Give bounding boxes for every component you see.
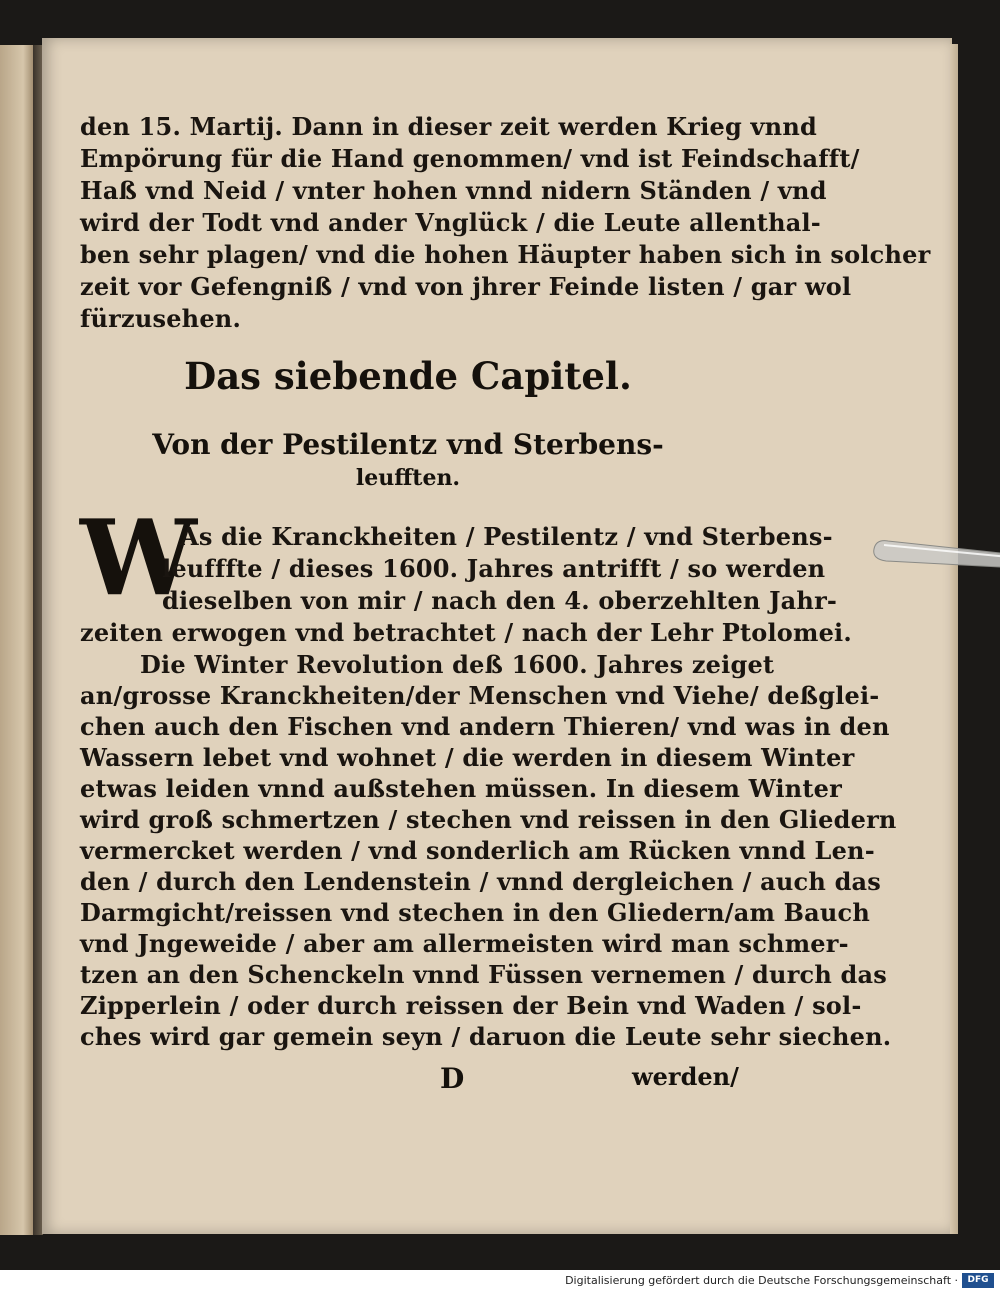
left-page-edge bbox=[0, 45, 33, 1235]
text-line: Zipperlein / oder durch reissen der Bein vnd Waden / sol- bbox=[80, 991, 862, 1020]
text-line: an/grosse Kranckheiten/der Menschen vnd Viehe/ deßglei- bbox=[80, 681, 880, 710]
text-line: chen auch den Fischen vnd andern Thieren/ vnd was in den bbox=[80, 712, 890, 741]
page-edge bbox=[950, 44, 958, 1234]
text-line: ben sehr plagen/ vnd die hohen Häupter haben sich in solcher bbox=[80, 240, 931, 269]
text-line: vermercket werden / vnd sonderlich am Rücken vnnd Len- bbox=[80, 836, 875, 865]
text-line: ches wird gar gemein seyn / daruon die Leute sehr siechen. bbox=[80, 1022, 892, 1051]
text-line: Haß vnd Neid / vnter hohen vnnd nidern Ständen / vnd bbox=[80, 176, 827, 205]
text-line: Darmgicht/reissen vnd stechen in den Gliedern/am Bauch bbox=[80, 898, 871, 927]
catchword: werden/ bbox=[632, 1062, 739, 1091]
chapter-subheading-continued: leufften. bbox=[355, 465, 461, 491]
text-line: vnd Jngeweide / aber am allermeisten wird man schmer- bbox=[80, 929, 849, 958]
text-line: Empörung für die Hand genommen/ vnd ist Feindschafft/ bbox=[80, 144, 860, 173]
text-line: dieselben von mir / nach den 4. oberzehlten Jahr- bbox=[162, 586, 838, 615]
drop-cap-initial: W bbox=[80, 496, 197, 619]
footer-credit: Digitalisierung gefördert durch die Deutsche Forschungsgemeinschaft · bbox=[565, 1274, 958, 1287]
chapter-heading: Das siebende Capitel. bbox=[184, 354, 632, 398]
text-line: Wassern lebet vnd wohnet / die werden in diesem Winter bbox=[80, 743, 855, 772]
top-paragraph bbox=[80, 112, 931, 333]
text-line: etwas leiden vnnd außstehen müssen. In diesem Winter bbox=[80, 774, 842, 803]
footer-bar bbox=[0, 1270, 1000, 1292]
text-line: As die Kranckheiten / Pestilentz / vnd Sterbens- bbox=[180, 522, 833, 551]
text-line: Die Winter Revolution deß 1600. Jahres zeiget bbox=[140, 650, 775, 679]
signature-mark: D bbox=[440, 1062, 465, 1095]
dfg-logo: DFG bbox=[962, 1273, 994, 1288]
plastic-pointer-icon bbox=[870, 535, 1000, 569]
text-line: zeit vor Gefengniß / vnd von jhrer Feinde listen / gar wol bbox=[80, 272, 852, 301]
first-paragraph bbox=[80, 522, 852, 650]
text-line: wird der Todt vnd ander Vnglück / die Leute allenthal- bbox=[80, 208, 821, 237]
text-line: wird groß schmertzen / stechen vnd reissen in den Gliedern bbox=[80, 805, 897, 834]
second-paragraph bbox=[80, 650, 897, 1060]
text-line: den 15. Martij. Dann in dieser zeit werden Krieg vnnd bbox=[80, 112, 817, 141]
text-line: zeiten erwogen vnd betrachtet / nach der Lehr Ptolomei. bbox=[80, 618, 852, 647]
text-line: tzen an den Schenckeln vnnd Füssen vernemen / durch das bbox=[80, 960, 887, 989]
text-line: fürzusehen. bbox=[80, 304, 242, 333]
chapter-subheading: Von der Pestilentz vnd Sterbens- bbox=[152, 428, 664, 461]
text-line: leufffte / dieses 1600. Jahres antrifft / so werden bbox=[162, 554, 826, 583]
text-line: den / durch den Lendenstein / vnnd dergleichen / auch das bbox=[80, 867, 882, 896]
